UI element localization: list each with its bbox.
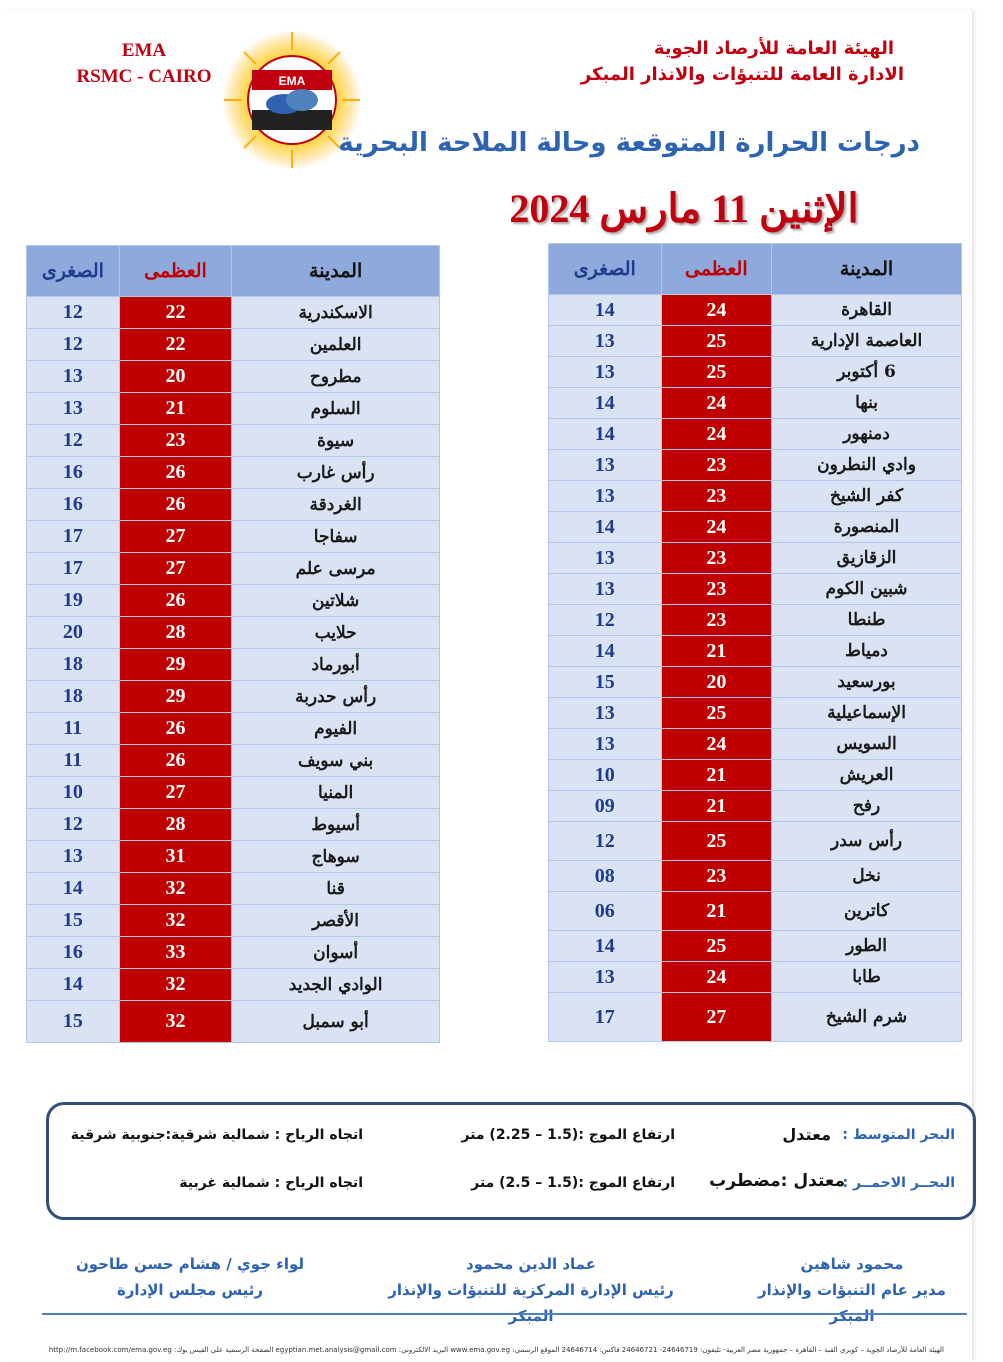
max-temp-cell: 31 <box>119 841 232 873</box>
city-cell: الاسكندرية <box>232 297 440 329</box>
min-temp-cell: 13 <box>549 481 662 512</box>
column-min: الصغرى <box>27 246 120 297</box>
table-row <box>27 489 440 521</box>
max-temp-cell: 25 <box>661 931 772 962</box>
max-temp-cell: 22 <box>119 297 232 329</box>
city-cell: أبو سمبل <box>232 1001 440 1043</box>
med-sea-wave: ارتفاع الموج :(1.5 – 2.25) متر <box>461 1127 675 1143</box>
table-row <box>27 649 440 681</box>
city-cell: نخل <box>772 861 962 892</box>
city-cell: شرم الشيخ <box>772 993 962 1042</box>
column-max: العظمى <box>661 244 772 295</box>
min-temp-cell: 12 <box>27 809 120 841</box>
max-temp-cell: 22 <box>119 329 232 361</box>
table-row <box>27 521 440 553</box>
table-row <box>549 543 962 574</box>
red-sea-wind: اتجاه الرياح : شمالية غربية <box>179 1175 363 1191</box>
table-row <box>27 1001 440 1043</box>
min-temp-cell: 11 <box>27 713 120 745</box>
min-temp-cell: 13 <box>549 962 662 993</box>
min-temp-cell: 13 <box>549 357 662 388</box>
max-temp-cell: 29 <box>119 649 232 681</box>
city-cell: الوادي الجديد <box>232 969 440 1001</box>
max-temp-cell: 27 <box>119 777 232 809</box>
min-temp-cell: 15 <box>27 905 120 937</box>
sea-state-box <box>46 1102 976 1220</box>
column-city: المدينة <box>772 244 962 295</box>
city-cell: قنا <box>232 873 440 905</box>
table-row <box>27 777 440 809</box>
city-cell: سوهاج <box>232 841 440 873</box>
max-temp-cell: 27 <box>119 553 232 585</box>
right-table-body <box>549 295 962 1042</box>
min-temp-cell: 15 <box>549 667 662 698</box>
city-cell: حلايب <box>232 617 440 649</box>
table-row <box>549 357 962 388</box>
logo-text: EMA <box>278 74 306 88</box>
max-temp-cell: 23 <box>661 605 772 636</box>
max-temp-cell: 23 <box>661 481 772 512</box>
city-cell: بنها <box>772 388 962 419</box>
min-temp-cell: 06 <box>549 892 662 931</box>
table-row <box>27 457 440 489</box>
min-temp-cell: 13 <box>27 841 120 873</box>
table-row <box>549 993 962 1042</box>
city-cell: طابا <box>772 962 962 993</box>
city-cell: سيوة <box>232 425 440 457</box>
table-row <box>549 667 962 698</box>
table-row <box>549 295 962 326</box>
table-row <box>27 585 440 617</box>
min-temp-cell: 15 <box>27 1001 120 1043</box>
signature-name: لواء جوي / هشام حسن طاحون <box>75 1255 305 1273</box>
table-row <box>27 809 440 841</box>
min-temp-cell: 16 <box>27 457 120 489</box>
table-row <box>27 553 440 585</box>
max-temp-cell: 33 <box>119 937 232 969</box>
min-temp-cell: 18 <box>27 649 120 681</box>
max-temp-cell: 28 <box>119 809 232 841</box>
max-temp-cell: 21 <box>661 760 772 791</box>
max-temp-cell: 24 <box>661 295 772 326</box>
city-cell: 6 أكتوبر <box>772 357 962 388</box>
table-row <box>549 760 962 791</box>
red-sea-wave: ارتفاع الموج :(1.5 – 2.5) متر <box>471 1175 675 1191</box>
min-temp-cell: 12 <box>549 822 662 861</box>
city-cell: أسوان <box>232 937 440 969</box>
table-row <box>27 425 440 457</box>
max-temp-cell: 20 <box>119 361 232 393</box>
city-cell: رأس سدر <box>772 822 962 861</box>
table-row <box>549 822 962 861</box>
max-temp-cell: 23 <box>119 425 232 457</box>
min-temp-cell: 13 <box>27 393 120 425</box>
column-min: الصغرى <box>549 244 662 295</box>
min-temp-cell: 14 <box>27 873 120 905</box>
max-temp-cell: 25 <box>661 698 772 729</box>
max-temp-cell: 24 <box>661 419 772 450</box>
table-row <box>549 388 962 419</box>
min-temp-cell: 14 <box>549 388 662 419</box>
min-temp-cell: 14 <box>549 295 662 326</box>
max-temp-cell: 32 <box>119 969 232 1001</box>
max-temp-cell: 25 <box>661 326 772 357</box>
max-temp-cell: 26 <box>119 457 232 489</box>
max-temp-cell: 26 <box>119 585 232 617</box>
table-row <box>549 419 962 450</box>
max-temp-cell: 27 <box>661 993 772 1042</box>
min-temp-cell: 11 <box>27 745 120 777</box>
min-temp-cell: 08 <box>549 861 662 892</box>
table-header-row <box>27 246 440 297</box>
table-row <box>27 329 440 361</box>
max-temp-cell: 32 <box>119 1001 232 1043</box>
signature-title: رئيس مجلس الإدارة <box>116 1281 264 1299</box>
min-temp-cell: 17 <box>549 993 662 1042</box>
city-cell: أسيوط <box>232 809 440 841</box>
table-row <box>27 905 440 937</box>
city-cell: رأس غارب <box>232 457 440 489</box>
table-row <box>549 892 962 931</box>
table-row <box>27 937 440 969</box>
page-title: درجات الحرارة المتوقعة وحالة الملاحة البحرية <box>338 128 920 158</box>
table-header-row <box>549 244 962 295</box>
max-temp-cell: 26 <box>119 713 232 745</box>
signature-title: رئيس الإدارة المركزية للتنبؤات والإنذار المبكر <box>388 1281 674 1325</box>
table-row <box>549 698 962 729</box>
table-row <box>549 605 962 636</box>
ema-label: EMA <box>121 40 167 61</box>
table-row <box>27 841 440 873</box>
max-temp-cell: 25 <box>661 357 772 388</box>
min-temp-cell: 10 <box>27 777 120 809</box>
min-temp-cell: 16 <box>27 489 120 521</box>
max-temp-cell: 24 <box>661 962 772 993</box>
min-temp-cell: 13 <box>27 361 120 393</box>
min-temp-cell: 20 <box>27 617 120 649</box>
city-cell: دمنهور <box>772 419 962 450</box>
table-row <box>27 393 440 425</box>
min-temp-cell: 13 <box>549 543 662 574</box>
min-temp-cell: 13 <box>549 729 662 760</box>
city-cell: العاصمة الإدارية <box>772 326 962 357</box>
table-row <box>549 326 962 357</box>
city-cell: شبين الكوم <box>772 574 962 605</box>
table-row <box>549 931 962 962</box>
city-cell: رأس حدربة <box>232 681 440 713</box>
footer-contact: الهيئة العامة للأرصاد الجوية – كوبري القبة – القاهرة – جمهورية مصر العربية- تليفون: 24646719- 24646721 فاكس: 24646714 الموقع الرسمي: www.ema.gov.eg البريد الالكتروني: egyptian.met.analysis@gmail.com الصفحة الرسمية على الفيس بوك: http://m.facebook.com/ema.gov.eg <box>48 1346 944 1354</box>
min-temp-cell: 12 <box>27 297 120 329</box>
max-temp-cell: 24 <box>661 388 772 419</box>
city-cell: مطروح <box>232 361 440 393</box>
city-cell: سفاجا <box>232 521 440 553</box>
table-row <box>27 361 440 393</box>
max-temp-cell: 20 <box>661 667 772 698</box>
city-cell: بورسعيد <box>772 667 962 698</box>
city-cell: شلاتين <box>232 585 440 617</box>
max-temp-cell: 23 <box>661 861 772 892</box>
table-row <box>27 617 440 649</box>
table-row <box>549 512 962 543</box>
city-cell: الطور <box>772 931 962 962</box>
signature-name: محمود شاهين <box>800 1255 904 1273</box>
table-row <box>549 574 962 605</box>
min-temp-cell: 10 <box>549 760 662 791</box>
org-department: الادارة العامة للتنبؤات والانذار المبكر <box>580 64 904 85</box>
min-temp-cell: 13 <box>549 574 662 605</box>
city-cell: الإسماعيلية <box>772 698 962 729</box>
max-temp-cell: 21 <box>661 636 772 667</box>
city-cell: المنيا <box>232 777 440 809</box>
city-cell: القاهرة <box>772 295 962 326</box>
med-sea-wind: اتجاه الرياح : شمالية شرقية:جنوبية شرقية <box>70 1127 363 1143</box>
rsmc-label: RSMC - CAIRO <box>76 66 212 87</box>
city-cell: مرسى علم <box>232 553 440 585</box>
max-temp-cell: 24 <box>661 729 772 760</box>
max-temp-cell: 21 <box>661 791 772 822</box>
table-row <box>27 745 440 777</box>
min-temp-cell: 14 <box>549 931 662 962</box>
signature-name: عماد الدين محمود <box>466 1255 596 1273</box>
min-temp-cell: 14 <box>27 969 120 1001</box>
table-row <box>549 791 962 822</box>
min-temp-cell: 17 <box>27 521 120 553</box>
footer-divider <box>42 1313 967 1315</box>
min-temp-cell: 12 <box>27 329 120 361</box>
min-temp-cell: 17 <box>27 553 120 585</box>
city-cell: العريش <box>772 760 962 791</box>
max-temp-cell: 26 <box>119 745 232 777</box>
med-sea-label: البحر المتوسط : <box>842 1127 955 1143</box>
max-temp-cell: 23 <box>661 574 772 605</box>
signature-title: مدير عام التنبؤات والإنذار المبكر <box>758 1281 946 1325</box>
max-temp-cell: 23 <box>661 543 772 574</box>
med-sea-state: معتدل <box>782 1125 831 1144</box>
city-cell: المنصورة <box>772 512 962 543</box>
city-cell: العلمين <box>232 329 440 361</box>
min-temp-cell: 12 <box>549 605 662 636</box>
max-temp-cell: 32 <box>119 905 232 937</box>
city-cell: السويس <box>772 729 962 760</box>
city-cell: دمياط <box>772 636 962 667</box>
ema-code <box>64 38 224 90</box>
forecast-date: الإثنين 11 مارس 2024 <box>509 186 859 231</box>
signature-chairman <box>70 1251 310 1303</box>
city-cell: رفح <box>772 791 962 822</box>
city-cell: السلوم <box>232 393 440 425</box>
document-page <box>4 10 973 1360</box>
min-temp-cell: 16 <box>27 937 120 969</box>
table-row <box>549 481 962 512</box>
table-row <box>549 962 962 993</box>
min-temp-cell: 09 <box>549 791 662 822</box>
city-cell: الفيوم <box>232 713 440 745</box>
table-row <box>549 861 962 892</box>
max-temp-cell: 21 <box>661 892 772 931</box>
table-row <box>549 636 962 667</box>
temperature-table-left <box>26 245 440 1043</box>
min-temp-cell: 12 <box>27 425 120 457</box>
max-temp-cell: 26 <box>119 489 232 521</box>
city-cell: طنطا <box>772 605 962 636</box>
city-cell: أبورماد <box>232 649 440 681</box>
city-cell: كفر الشيخ <box>772 481 962 512</box>
max-temp-cell: 28 <box>119 617 232 649</box>
city-cell: كاترين <box>772 892 962 931</box>
max-temp-cell: 25 <box>661 822 772 861</box>
min-temp-cell: 18 <box>27 681 120 713</box>
table-row <box>549 729 962 760</box>
org-name: الهيئة العامة للأرصاد الجوية <box>653 38 894 59</box>
table-row <box>27 873 440 905</box>
min-temp-cell: 13 <box>549 698 662 729</box>
min-temp-cell: 13 <box>549 326 662 357</box>
red-sea-label: البحــر الاحمــر : <box>842 1175 955 1191</box>
max-temp-cell: 23 <box>661 450 772 481</box>
max-temp-cell: 27 <box>119 521 232 553</box>
city-cell: بني سويف <box>232 745 440 777</box>
table-row <box>27 969 440 1001</box>
min-temp-cell: 19 <box>27 585 120 617</box>
city-cell: الأقصر <box>232 905 440 937</box>
table-row <box>27 297 440 329</box>
signature-general-manager <box>742 1251 962 1329</box>
left-table-body <box>27 297 440 1043</box>
max-temp-cell: 29 <box>119 681 232 713</box>
table-row <box>27 713 440 745</box>
max-temp-cell: 21 <box>119 393 232 425</box>
city-cell: وادي النطرون <box>772 450 962 481</box>
city-cell: الزقازيق <box>772 543 962 574</box>
red-sea-state: معتدل :مضطرب <box>709 1171 845 1191</box>
table-row <box>549 450 962 481</box>
min-temp-cell: 13 <box>549 450 662 481</box>
column-city: المدينة <box>232 246 440 297</box>
column-max: العظمى <box>119 246 232 297</box>
max-temp-cell: 32 <box>119 873 232 905</box>
city-cell: الغردقة <box>232 489 440 521</box>
max-temp-cell: 24 <box>661 512 772 543</box>
min-temp-cell: 14 <box>549 512 662 543</box>
min-temp-cell: 14 <box>549 636 662 667</box>
temperature-table-right <box>548 243 962 1042</box>
min-temp-cell: 14 <box>549 419 662 450</box>
signature-central-director <box>376 1251 686 1329</box>
table-row <box>27 681 440 713</box>
